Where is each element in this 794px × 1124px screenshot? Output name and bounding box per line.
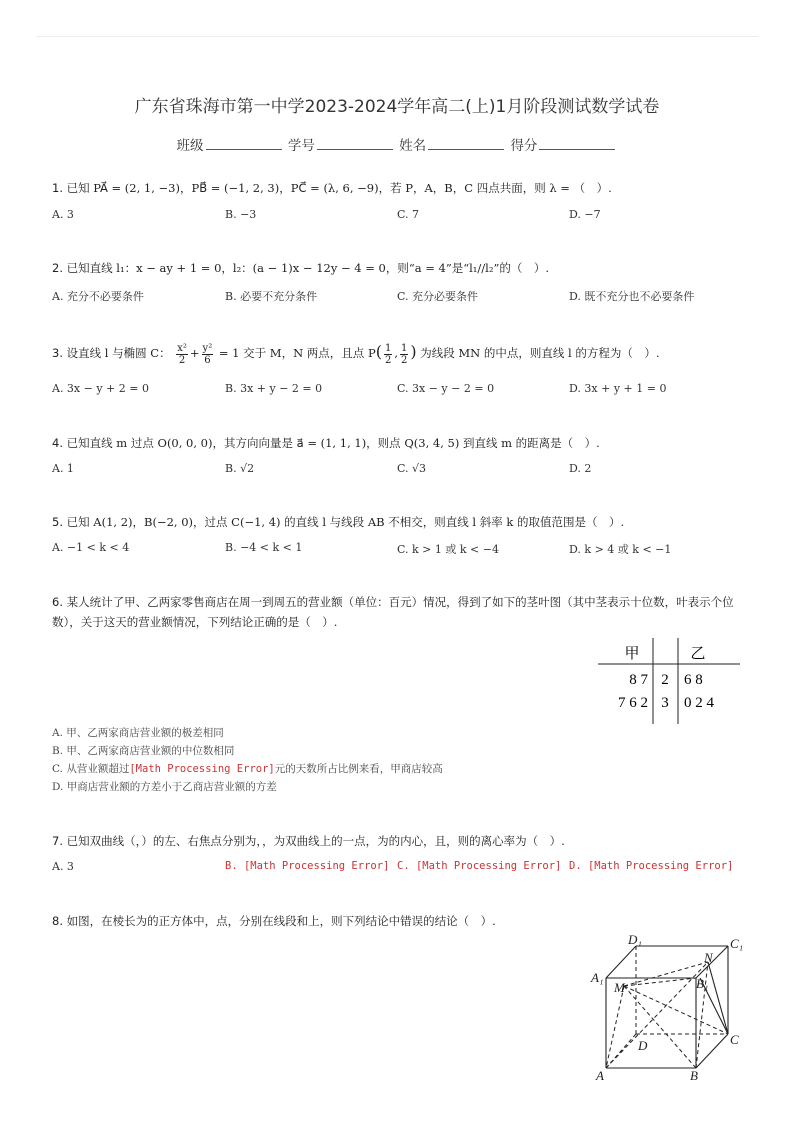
score-blank[interactable] [539, 137, 615, 150]
option-d[interactable]: D. 甲商店营业额的方差小于乙商店营业额的方差 [52, 781, 277, 793]
fraction-x2-over-2: $\frac{\text{x²}}{2}$ [177, 342, 187, 366]
option-a[interactable]: A. 3 [52, 860, 74, 873]
question-3: 3. 设直线 l 与椭圆 C： $\frac{\text{x²}}{2}$ + $\frac{\text{y²}}{6}$ = 1 交于 M，N 两点，且点 P( $\frac{1}{2}$ , $\frac{1}{2}$ ) 为线段 MN 的中点，则直线 l 的方程为（ ）. [52, 342, 660, 366]
option-d[interactable]: D. 2 [569, 462, 592, 475]
option-b[interactable]: B. −4 < k < 1 [225, 541, 303, 554]
question-4-options [52, 462, 752, 480]
question-text: 已知双曲线（，）的左、右焦点分别为，，为双曲线上的一点，为的内心，且，则的离心率为（ ）. [66, 834, 565, 848]
question-3-options [52, 382, 752, 400]
label-b: B [690, 1068, 698, 1083]
question-4 [52, 433, 752, 453]
question-number: 5. [52, 515, 63, 529]
label-a1: A₁ [591, 970, 604, 985]
class-blank[interactable] [206, 137, 282, 150]
question-text: 如图，在棱长为的正方体中，点，分别在线段和上，则下列结论中错误的结论（ ）. [66, 914, 496, 928]
question-5 [52, 512, 752, 532]
option-a[interactable]: A. 甲、乙两家商店营业额的极差相同 [52, 727, 224, 739]
exam-title: 广东省珠海市第一中学2023-2024学年高二(上)1月阶段测试数学试卷 [134, 97, 660, 117]
question-number: 7. [52, 834, 63, 848]
top-rule [36, 36, 758, 37]
question-text-post: 为线段 MN 的中点，则直线 l 的方程为（ ）. [420, 346, 660, 360]
question-number: 3. [52, 346, 63, 360]
option-c[interactable]: C. [Math Processing Error] [397, 860, 562, 872]
option-c[interactable]: C. 从营业额超过[Math Processing Error]元的天数所占比例来看，甲商店较高 [52, 763, 443, 775]
option-d[interactable]: D. −7 [569, 208, 601, 221]
label-c1: C₁ [730, 936, 744, 951]
class-label: 班级 [176, 138, 204, 154]
stem-leaf-stem: 2 [661, 672, 669, 688]
label-d: D [638, 1038, 648, 1053]
option-d[interactable]: D. 3x + y + 1 = 0 [569, 382, 667, 395]
question-6 [52, 592, 742, 632]
fraction-half-y: $\frac{1}{2}$ [400, 342, 408, 366]
stem-leaf-left-leaves: 7 6 2 [618, 695, 648, 711]
question-2-options [52, 288, 752, 306]
option-c[interactable]: C. 充分必要条件 [397, 290, 479, 303]
stem-leaf-right-leaves: 6 8 [684, 672, 703, 688]
math-error: [Math Processing Error] [129, 763, 275, 775]
option-c[interactable]: C. 3x − y − 2 = 0 [397, 382, 495, 395]
question-number: 1. [52, 181, 63, 195]
option-d[interactable]: D. k > 4 或 k < −1 [569, 543, 672, 556]
option-a[interactable]: A. −1 < k < 4 [52, 541, 130, 554]
question-1-options [52, 208, 752, 226]
stem-leaf-left-leaves: 8 7 [629, 672, 648, 688]
label-d1: D₁ [628, 934, 642, 947]
label-c: C [730, 1032, 739, 1047]
question-8 [52, 911, 752, 931]
option-b[interactable]: B. −3 [225, 208, 257, 221]
option-a[interactable]: A. 1 [52, 462, 74, 475]
stem-leaf-right-leaves: 0 2 4 [684, 695, 714, 711]
score-label: 得分 [510, 138, 538, 154]
label-b1: B₁ [696, 976, 709, 991]
name-label: 姓名 [399, 138, 427, 154]
option-c[interactable]: C. k > 1 或 k < −4 [397, 543, 499, 556]
fraction-y2-over-6: $\frac{\text{y²}}{6}$ [202, 342, 213, 366]
label-m: M [614, 980, 625, 995]
student-info-line [0, 134, 794, 154]
question-text: 已知 A(1, 2)，B(−2, 0)，过点 C(−1, 4) 的直线 l 与线段 AB 不相交，则直线 l 斜率 k 的取值范围是（ ）. [66, 515, 625, 529]
question-text: 已知 PA⃗ = (2, 1, −3)，PB⃗ = (−1, 2, 3)，PC⃗ = (λ, 6, −9)，若 P，A，B，C 四点共面，则 λ = （ ）. [66, 181, 612, 195]
option-b[interactable]: B. √2 [225, 462, 255, 475]
name-blank[interactable] [428, 137, 504, 150]
question-number: 6. [52, 595, 63, 609]
option-a[interactable]: A. 3x − y + 2 = 0 [52, 382, 149, 395]
question-text-mid: = 1 交于 M，N 两点，且点 P [218, 346, 376, 360]
label-a: A [596, 1068, 604, 1083]
question-6-options [52, 724, 443, 796]
stem-leaf-stem: 3 [661, 695, 669, 711]
option-a[interactable]: A. 充分不必要条件 [52, 290, 144, 303]
number-blank[interactable] [317, 137, 393, 150]
option-a[interactable]: A. 3 [52, 208, 74, 221]
question-7 [52, 831, 752, 851]
label-n: N [704, 950, 713, 965]
option-d[interactable]: D. 既不充分也不必要条件 [569, 290, 695, 303]
stem-leaf-right-header: 乙 [690, 644, 706, 662]
stem-leaf-plot [594, 636, 744, 726]
question-number: 2. [52, 261, 63, 275]
number-label: 学号 [287, 138, 315, 154]
option-b[interactable]: B. [Math Processing Error] [225, 860, 390, 872]
question-5-options [52, 541, 752, 559]
question-text: 某人统计了甲、乙两家零售商店在周一到周五的营业额（单位：百元）情况，得到了如下的茎叶图（其中茎表示十位数，叶表示个位数），关于这天的营业额情况，下列结论正确的是（ ）. [52, 595, 734, 629]
question-text: 已知直线 m 过点 O(0, 0, 0)，其方向向量是 a⃗ = (1, 1, 1)，则点 Q(3, 4, 5) 到直线 m 的距离是（ ）. [66, 436, 600, 450]
option-c[interactable]: C. 7 [397, 208, 420, 221]
question-text-pre: 设直线 l 与椭圆 C： [66, 346, 171, 360]
question-text: 已知直线 l₁：x − ay + 1 = 0，l₂：(a − 1)x − 12y − 4 = 0，则“a = 4”是“l₁//l₂”的（ ）. [66, 261, 549, 275]
question-7-options [52, 860, 752, 878]
option-b[interactable]: B. 必要不充分条件 [225, 290, 318, 303]
option-b[interactable]: B. 3x + y − 2 = 0 [225, 382, 323, 395]
option-c[interactable]: C. √3 [397, 462, 427, 475]
question-1 [52, 178, 752, 198]
stem-leaf-left-header: 甲 [624, 644, 640, 662]
option-d[interactable]: D. [Math Processing Error] [569, 860, 734, 872]
question-number: 4. [52, 436, 63, 450]
option-b[interactable]: B. 甲、乙两家商店营业额的中位数相同 [52, 745, 235, 757]
question-2 [52, 258, 752, 278]
fraction-half-x: $\frac{1}{2}$ [384, 342, 392, 366]
question-number: 8. [52, 914, 63, 928]
cube-figure [588, 934, 754, 1084]
